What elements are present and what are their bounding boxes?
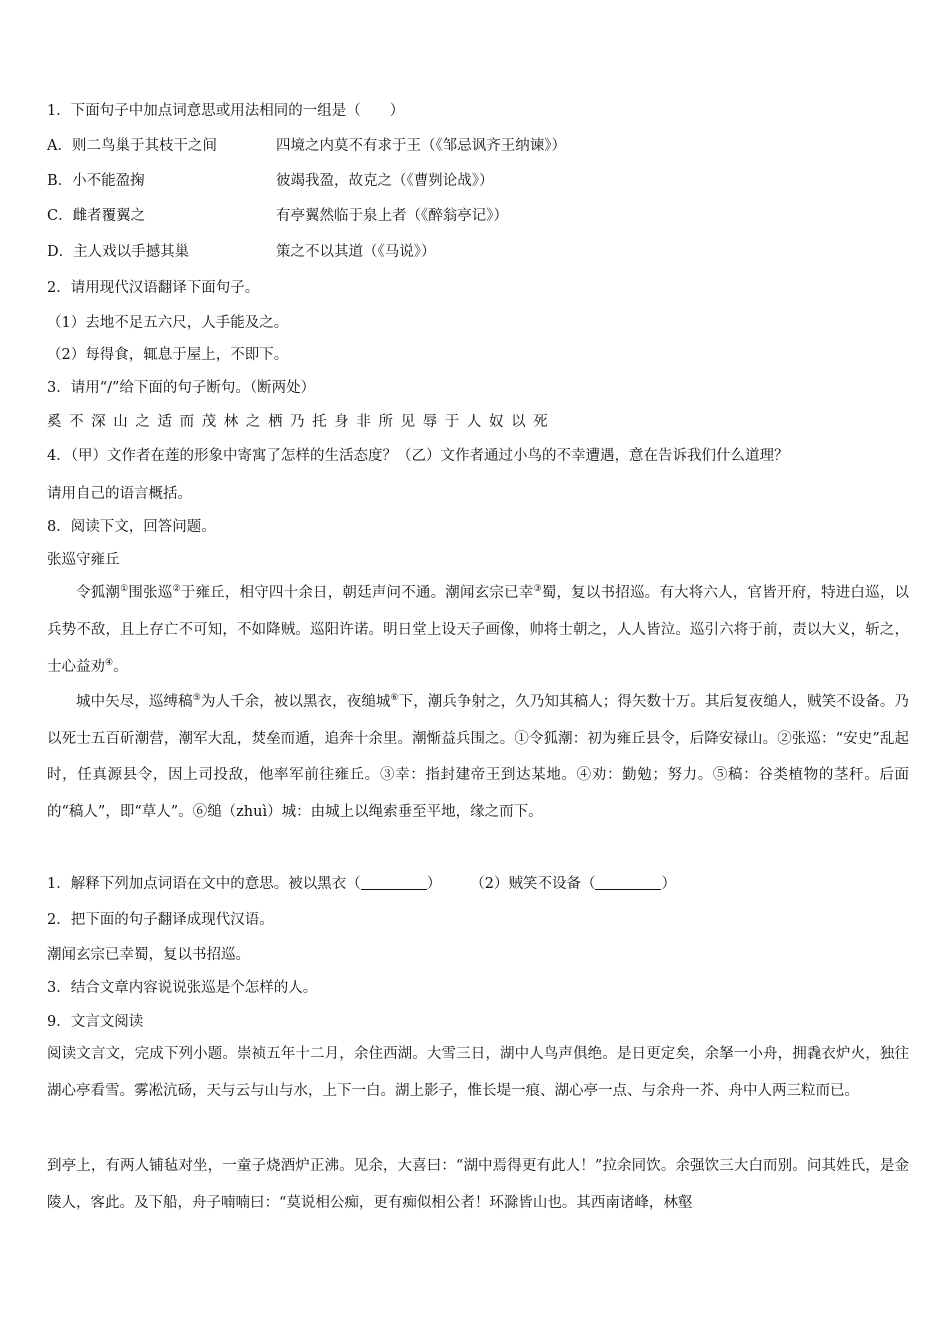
q2-sentence-1: （1）去地不足五六尺，人手能及之。 (47, 315, 289, 331)
answer-blank-1[interactable] (361, 875, 427, 890)
option-a-left: A．则二鸟巢于其枝干之间 (47, 138, 217, 154)
option-d-left: D．主人戏以手撼其巢 (47, 244, 190, 260)
q2-stem: 2．请用现代汉语翻译下面句子。 (47, 280, 260, 296)
section8-q2: 2．把下面的句子翻译成现代汉语。 (47, 912, 274, 928)
section8-q3: 3．结合文章内容说说张巡是个怎样的人。 (47, 980, 318, 996)
section9-paragraph-1: 阅读文言文，完成下列小题。崇祯五年十二月，余住西湖。大雪三日，湖中人鸟声俱绝。是日更定矣，余拏一小舟，拥毳衣炉火，独往湖心亭看雪。雾凇沆砀，天与云与山与水，上下一白。湖上影子，惟长堤一痕、湖心亭一点、与余舟一芥、舟中人两三粒而已。 (47, 1046, 909, 1099)
q2-sentence-2: （2）每得食，辄息于屋上，不即下。 (47, 347, 289, 363)
section9-paragraph-2: 到亭上，有两人铺毡对坐，一童子烧酒炉正沸。见余，大喜曰：“湖中焉得更有此人！”拉余同饮。余强饮三大白而别。问其姓氏，是金陵人，客此。及下船，舟子喃喃曰：“莫说相公痴，更有痴似相公者！环滁皆山也。其西南诸峰，林壑 (47, 1158, 909, 1211)
section8-q2-sentence: 潮闻玄宗已幸蜀，复以书招巡。 (47, 947, 250, 963)
option-c-right: 有亭翼然临于泉上者（《醉翁亭记》） (276, 208, 508, 224)
q4-line-1: 4．（甲）文作者在莲的形象中寄寓了怎样的生活态度？（乙）文作者通过小鸟的不幸遭遇，意在告诉我们什么道理？ (47, 448, 789, 464)
section8-header: 8．阅读下文，回答问题。 (47, 519, 216, 535)
section8-paragraph-1: 令狐潮①围张巡②于雍丘，相守四十余日，朝廷声问不通。潮闻玄宗已幸③蜀，复以书招巡。有大将六人，官皆开府，特进白巡，以兵势不敌，且上存亡不可知，不如降贼。巡阳许诺。明日堂上设天子画像，帅将士朝之，人人皆泣。巡引六将于前，责以大义，斩之，士心益劝④。 (47, 584, 910, 675)
section8-title: 张巡守雍丘 (47, 552, 120, 568)
q3-text: 奚不深山之适而茂林之栖乃托身非所见辱于人奴以死 (47, 414, 556, 430)
section8-q1: 1．解释下列加点词语在文中的意思。被以黑衣（ ） （2）贼笑不设备（ ） (47, 876, 676, 892)
q3-stem: 3．请用“/”给下面的句子断句。（断两处） (47, 380, 316, 396)
option-a-right: 四境之内莫不有求于王（《邹忌讽齐王纳谏》） (276, 138, 566, 154)
option-c-left: C．雌者覆翼之 (47, 208, 146, 224)
option-b-left: B．小不能盈掬 (47, 173, 145, 189)
option-b-right: 彼竭我盈，故克之（《曹刿论战》） (276, 173, 494, 189)
answer-blank-2[interactable] (595, 875, 661, 890)
option-d-right: 策之不以其道（《马说》） (276, 244, 436, 260)
section9-header: 9．文言文阅读 (47, 1014, 144, 1030)
q1-stem: 1．下面句子中加点词意思或用法相同的一组是（ ） (47, 103, 405, 119)
section8-paragraph-2: 城中矢尽，巡缚稿⑤为人千余，被以黑衣，夜缒城⑥下，潮兵争射之，久乃知其稿人；得矢数十万。其后复夜缒人，贼笑不设备。乃以死士五百斫潮营，潮军大乱，焚垒而遁，追奔十余里。潮惭益兵围之。①令狐潮：初为雍丘县令，后降安禄山。②张巡：“安史”乱起时，任真源县令，因上司投敌，他率军前往雍丘。③幸：指封建帝王到达某地。④劝：勤勉；努力。⑤稿：谷类植物的茎秆。后面的“稿人”，即“草人”。⑥缒（zhuì）城：由城上以绳索垂至平地，缘之而下。 (47, 693, 909, 820)
q4-line-2: 请用自己的语言概括。 (47, 486, 192, 502)
